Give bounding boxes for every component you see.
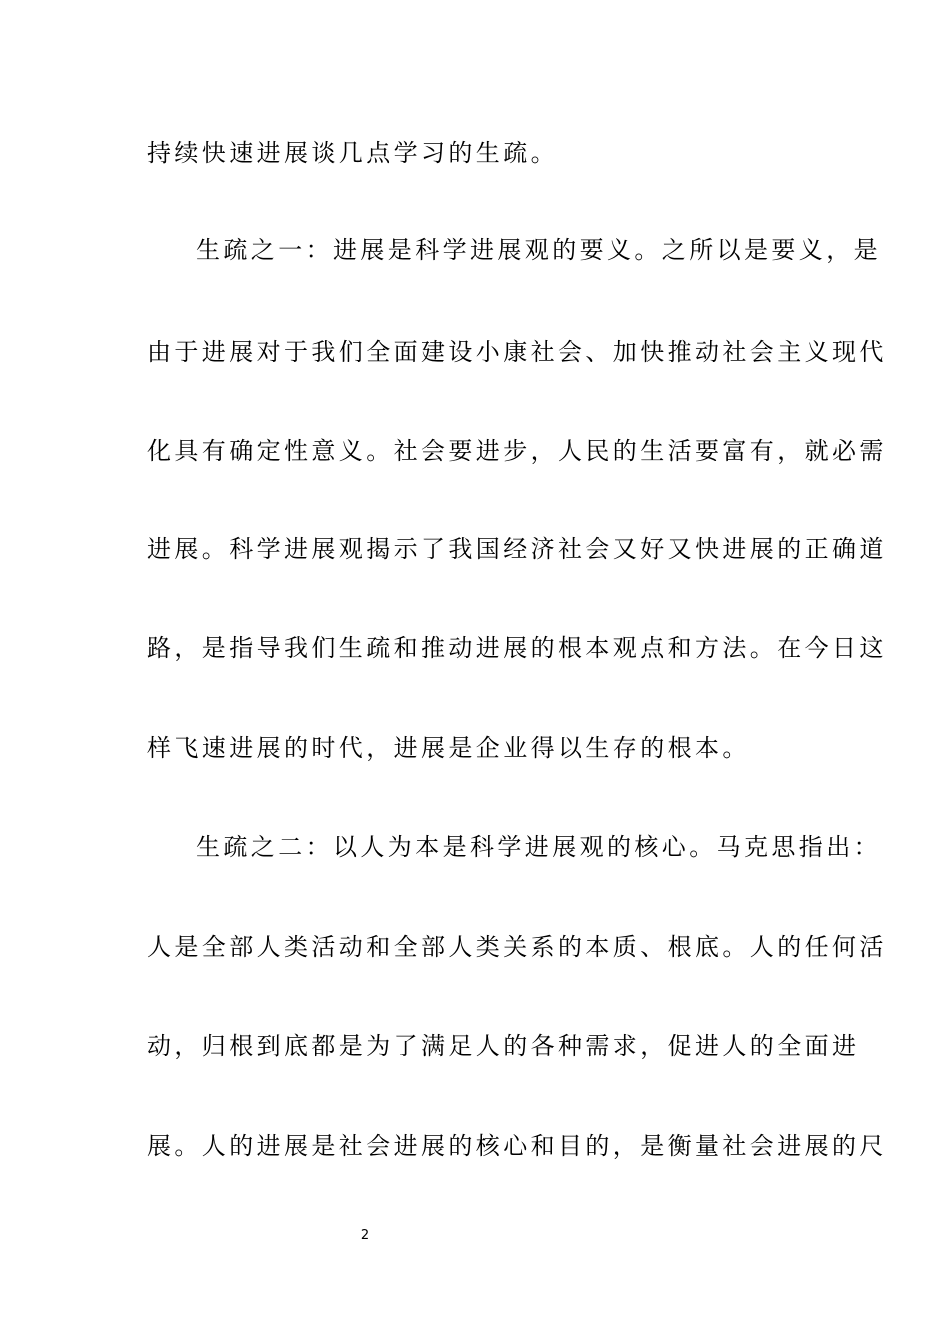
text-line: 样飞速进展的时代，进展是企业得以生存的根本。: [147, 734, 750, 762]
paragraph-first-line: 生疏之一：进展是科学进展观的要义。之所以是要义，是: [196, 236, 881, 264]
text-line: 路，是指导我们生疏和推动进展的根本观点和方法。在今日这: [147, 634, 887, 662]
paragraph-first-line: 生疏之二：以人为本是科学进展观的核心。马克思指出：: [196, 833, 881, 861]
text-line: 展。人的进展是社会进展的核心和目的，是衡量社会进展的尺: [147, 1132, 887, 1160]
text-line: 人是全部人类活动和全部人类关系的本质、根底。人的任何活: [147, 933, 887, 961]
text-line: 持续快速进展谈几点学习的生疏。: [147, 139, 558, 167]
text-line: 化具有确定性意义。社会要进步，人民的生活要富有，就必需: [147, 437, 887, 465]
text-line: 进展。科学进展观揭示了我国经济社会又好又快进展的正确道: [147, 535, 887, 563]
text-line: 动，归根到底都是为了满足人的各种需求，促进人的全面进: [147, 1032, 860, 1060]
text-line: 由于进展对于我们全面建设小康社会、加快推动社会主义现代: [147, 338, 887, 366]
page-number: 2: [360, 1228, 370, 1243]
